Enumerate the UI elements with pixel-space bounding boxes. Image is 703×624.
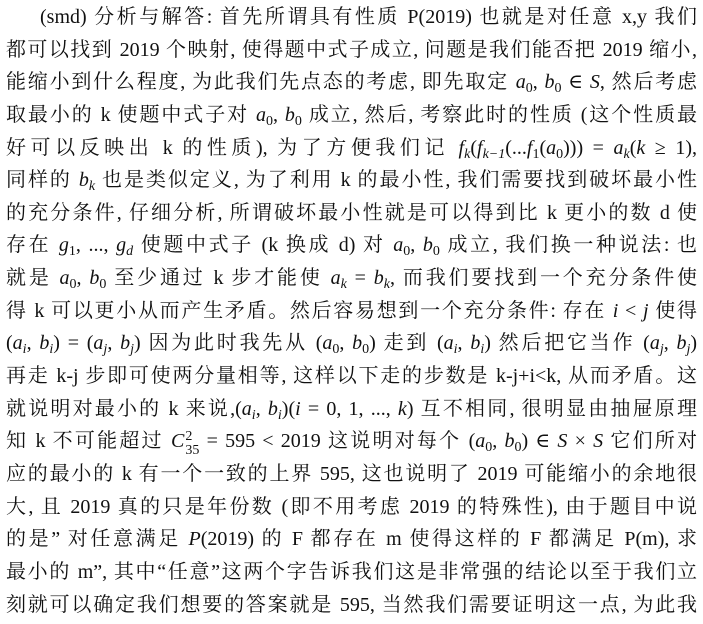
text-run: 知 k 不可能超过 <box>6 430 172 453</box>
math-expression <box>546 136 564 162</box>
math-expression <box>352 332 370 358</box>
text-run: 好可以反映出 k 的性质), 为了方便我们记 <box>6 136 459 159</box>
text-run: (smd) 分析与解答: 首先所谓具有性质 P(2019) 也就是对任意 x,y 我们 <box>40 6 697 28</box>
math-expression <box>78 169 96 195</box>
text-run: 它们所对 <box>603 430 698 453</box>
math-subscript: 0 <box>556 146 564 162</box>
math-variable: a <box>393 234 404 257</box>
math-variable: b <box>422 234 433 257</box>
text-run: , <box>272 103 285 126</box>
text-line <box>6 327 697 360</box>
math-expression <box>89 267 107 293</box>
math-variable: k <box>636 136 646 159</box>
math-expression <box>330 267 347 293</box>
math-subscript: j <box>659 342 664 358</box>
text-run: 至少通过 k 步才能使 <box>106 267 331 290</box>
math-expression <box>255 103 273 130</box>
math-variable: b <box>39 332 50 355</box>
math-expression <box>470 332 485 358</box>
text-run: 再走 k-j 步即可使两分量相等, 这样以下走的步数是 k-j+i<k, 从而矛盾。这 <box>6 365 697 388</box>
text-run: , <box>26 332 40 355</box>
math-expression <box>12 332 27 358</box>
math-variable: S <box>589 71 600 94</box>
text-run: ) <box>690 332 698 355</box>
text-run: , 而我们要找到一个充分条件使 <box>390 267 698 290</box>
math-variable: g <box>58 234 69 257</box>
math-expression <box>267 397 282 423</box>
text-run: 同样的 <box>6 169 79 192</box>
math-subscript: i <box>453 342 458 358</box>
text-run: 都可以找到 2019 个映射, 使得题中式子成立, 问题是我们能否把 2019 缩小, <box>6 38 697 61</box>
text-run: ))) = <box>563 136 614 159</box>
text-run: ( <box>629 136 637 159</box>
math-variable: a <box>546 136 557 159</box>
math-expression <box>59 267 77 293</box>
math-variable: f <box>526 136 533 159</box>
math-variable: b <box>352 332 363 355</box>
text-run: (2019) 的 F 都存在 m 使得这样的 F 都满足 P(m), 求 <box>200 528 697 551</box>
math-variable: b <box>676 332 687 355</box>
math-subscript: i <box>22 342 27 358</box>
math-variable: i <box>295 397 301 420</box>
math-subscript: 0 <box>294 114 302 130</box>
math-variable: a <box>93 332 104 355</box>
text-run: 成立, 我们换一种说法: 也 <box>439 234 698 257</box>
text-run: 刻就可以确定我们想要的答案就是 595, 当然我们需要证明这一点, 为此我 <box>6 593 697 616</box>
math-subscript: 0 <box>69 277 77 293</box>
math-expression <box>120 332 134 358</box>
math-variable: a <box>515 71 526 94</box>
math-subscript: 0 <box>554 81 562 97</box>
math-expression <box>116 234 134 260</box>
text-run: 的是” 对任意满足 <box>6 528 189 551</box>
text-run: 成立, 然后, 考察此时的性质 (这个性质最 <box>301 103 697 126</box>
text-run: , <box>76 267 90 290</box>
math-variable: f <box>477 136 483 159</box>
math-expression <box>504 430 522 456</box>
text-line <box>6 360 697 393</box>
math-variable: a <box>255 103 266 126</box>
math-expression <box>475 430 493 456</box>
math-subscript: 1 <box>532 146 540 162</box>
text-line <box>6 66 697 99</box>
text-run: 就说明对最小的 k 来说,( <box>6 397 242 420</box>
text-run: 应的最小的 k 有一个一致的上界 595, 这也说明了 2019 可能缩小的余地很 <box>6 462 697 485</box>
math-subscript: k <box>623 146 630 162</box>
text-run: ∈ <box>561 71 590 94</box>
math-expression <box>613 136 630 162</box>
text-line <box>6 523 697 556</box>
text-run: × <box>567 430 594 453</box>
math-variable: f <box>458 136 465 159</box>
text-line <box>6 132 697 165</box>
math-variable: j <box>643 299 649 322</box>
math-variable: b <box>504 430 515 453</box>
math-subscript: i <box>49 342 54 358</box>
math-expression <box>189 528 201 550</box>
math-expression <box>93 332 108 358</box>
math-variable: S <box>593 430 604 453</box>
text-line <box>6 295 697 328</box>
text-line <box>6 393 697 426</box>
math-subscript: k <box>464 146 471 162</box>
math-expression <box>284 103 302 130</box>
text-run: ≥ 1), <box>645 136 698 159</box>
math-variable: a <box>59 267 70 290</box>
math-variable: k <box>397 397 407 420</box>
math-script-stack <box>185 430 199 458</box>
math-subscript: i <box>480 342 485 358</box>
math-variable: a <box>12 332 23 355</box>
math-subscript: 35 <box>185 443 200 459</box>
text-run: 大, 且 2019 真的只是年份数 (即不用考虑 2019 的特殊性), 由于题目中说 <box>6 495 697 518</box>
math-variable: b <box>284 103 295 126</box>
math-expression <box>373 267 391 293</box>
text-line <box>6 229 697 262</box>
text-line <box>6 425 697 458</box>
math-expression <box>557 430 567 452</box>
math-expression <box>241 397 256 423</box>
math-subscript: i <box>277 407 282 423</box>
text-run: = 595 < 2019 这说明对每个 ( <box>199 430 476 453</box>
math-variable: b <box>470 332 481 355</box>
text-run: 就是 <box>6 267 60 290</box>
math-subscript: k <box>340 277 347 293</box>
math-expression <box>544 71 562 97</box>
math-variable: a <box>649 332 660 355</box>
text-run: , <box>492 430 505 453</box>
text-run: 存在 <box>6 234 59 257</box>
text-run: 也是类似定义, 为了利用 k 的最小性, 我们需要找到破坏最小性 <box>95 169 698 192</box>
text-run: ) 因为此时我先从 ( <box>134 332 323 355</box>
text-line <box>6 99 697 132</box>
math-variable: a <box>330 267 341 290</box>
math-subscript: k−1 <box>482 146 506 162</box>
math-variable: g <box>116 234 127 257</box>
text-run: , 然后考虑 <box>599 71 698 94</box>
text-run: ( <box>470 136 477 159</box>
text-line <box>6 197 697 230</box>
math-expression <box>398 398 407 420</box>
text-run: ) 互不相同, 很明显由抽屉原理 <box>406 397 697 420</box>
math-subscript: i <box>251 407 256 423</box>
text-run: ( <box>6 332 13 355</box>
math-expression <box>39 332 54 358</box>
text-run: , <box>457 332 471 355</box>
math-expression <box>593 430 603 452</box>
math-expression <box>515 71 533 97</box>
text-run: 最小的 m”, 其中“任意”这两个字告诉我们这是非常强的结论以至于我们立 <box>6 560 697 583</box>
text-run: 取最小的 k 使题中式子对 <box>6 103 256 126</box>
math-variable: a <box>322 332 333 355</box>
text-line <box>6 458 697 491</box>
math-subscript: j <box>130 342 134 358</box>
math-variable: b <box>544 71 555 94</box>
math-subscript: k <box>383 277 391 293</box>
document-paragraph <box>6 1 697 621</box>
math-expression <box>649 332 664 358</box>
text-run: 的充分条件, 仔细分析, 所谓破坏最小性就是可以得到比 k 更小的数 d 使 <box>6 201 697 224</box>
math-variable: b <box>78 169 89 192</box>
text-run: , <box>255 397 268 420</box>
math-subscript: 0 <box>432 244 440 260</box>
math-subscript: d <box>126 244 134 260</box>
math-expression <box>590 71 600 93</box>
text-run: = <box>346 267 374 290</box>
math-expression <box>636 137 645 159</box>
math-expression <box>676 332 691 358</box>
math-variable: a <box>613 136 624 159</box>
math-subscript: 0 <box>265 114 273 130</box>
text-run: ) 走到 ( <box>369 332 444 355</box>
math-superscript: 2 <box>185 429 193 445</box>
text-run: , <box>339 332 353 355</box>
text-run: , ..., <box>75 234 117 257</box>
text-run: 得 k 可以更小从而产生矛盾。然后容易想到一个充分条件: 存在 <box>6 299 613 322</box>
text-run: ) 然后把它当作 ( <box>484 332 650 355</box>
text-line <box>6 164 697 197</box>
math-variable: i <box>612 299 619 322</box>
text-run: ) ∈ <box>521 430 558 453</box>
text-line <box>6 491 697 524</box>
text-line <box>6 1 697 34</box>
text-run: ( <box>539 136 547 159</box>
math-expression <box>526 136 540 162</box>
math-subscript: j <box>686 342 691 358</box>
math-expression <box>171 429 200 459</box>
text-run: = 0, 1, ..., <box>300 397 398 420</box>
math-variable: a <box>475 430 486 453</box>
math-subscript: 0 <box>485 440 493 456</box>
text-line <box>6 34 697 67</box>
text-run: 能缩小到什么程度, 为此我们先点态的考虑, 即先取定 <box>6 71 516 94</box>
math-variable: b <box>267 397 278 420</box>
math-expression <box>477 136 506 162</box>
math-expression <box>393 234 411 260</box>
text-run: < <box>618 299 644 322</box>
math-subscript: k <box>88 179 96 195</box>
math-subscript: 0 <box>332 342 340 358</box>
math-subscript: 0 <box>362 342 370 358</box>
math-subscript: 0 <box>403 244 411 260</box>
math-expression <box>422 234 440 260</box>
text-run: ) = ( <box>53 332 94 355</box>
math-expression <box>458 136 471 162</box>
text-line <box>6 589 697 622</box>
math-variable: b <box>120 332 131 355</box>
text-line <box>6 556 697 589</box>
text-run: , <box>107 332 121 355</box>
text-run: , <box>410 234 423 257</box>
math-variable: b <box>373 267 384 290</box>
text-run: , <box>663 332 677 355</box>
math-variable: P <box>188 528 201 551</box>
math-subscript: 1 <box>68 244 76 260</box>
math-subscript: j <box>103 342 108 358</box>
text-run: 使得 <box>648 299 698 322</box>
math-variable: C <box>171 430 185 453</box>
math-subscript: 0 <box>525 81 533 97</box>
math-variable: S <box>557 430 568 453</box>
text-run: )( <box>281 397 296 420</box>
math-subscript: 0 <box>514 440 522 456</box>
math-variable: a <box>241 397 252 420</box>
text-run: , <box>532 71 545 94</box>
math-expression <box>322 332 340 358</box>
math-expression <box>58 234 76 260</box>
math-variable: b <box>89 267 100 290</box>
text-run: 使题中式子 (k 换成 d) 对 <box>133 234 394 257</box>
math-expression <box>443 332 458 358</box>
text-run: (... <box>505 136 527 159</box>
math-subscript: 0 <box>99 277 107 293</box>
math-variable: a <box>443 332 454 355</box>
text-line <box>6 262 697 295</box>
